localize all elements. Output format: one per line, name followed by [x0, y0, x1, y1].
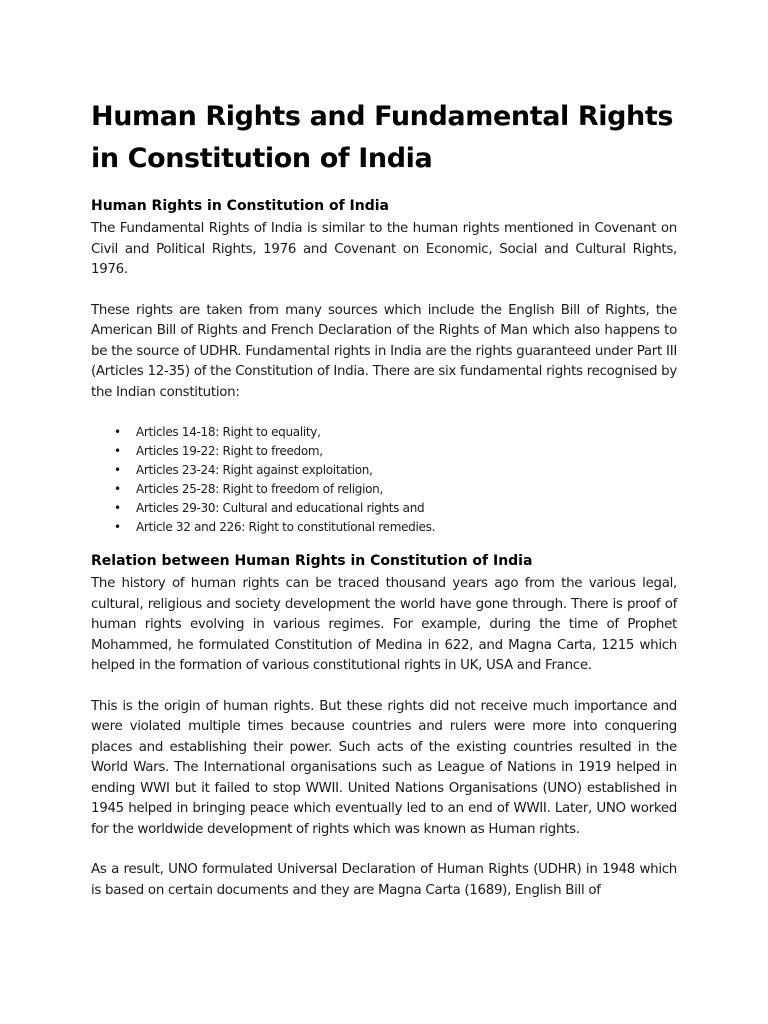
- list-item: • Articles 14-18: Right to equality,: [136, 423, 677, 442]
- fundamental-rights-list: [91, 423, 677, 537]
- list-item: • Articles 23-24: Right against exploitation,: [136, 461, 677, 480]
- document-page: [91, 96, 677, 921]
- paragraph: The history of human rights can be traced thousand years ago from the various legal, cultural, religious and society development the world have gone through. There is proof of human rights evolving in various regimes. For example, during the time of Prophet Mohammed, he formulated Constitution of Medina in 622, and Magna Carta, 1215 which helped in the formation of various constitutional rights in UK, USA and France.: [91, 576, 677, 673]
- section-heading-relation: Relation between Human Rights in Constitution of India: [91, 553, 533, 569]
- paragraph: This is the origin of human rights. But these rights did not receive much importance and were violated multiple times because countries and rulers were more into conquering places and establishing their power. Such acts of the existing countries resulted in the World Wars. The International organisations such as League of Nations in 1919 helped in ending WWI but it failed to stop WWII. United Nations Organisations (UNO) established in 1945 helped in bringing peace which eventually led to an end of WWII. Later, UNO worked for the worldwide development of rights which was known as Human rights.: [91, 698, 677, 837]
- list-item: • Articles 29-30: Cultural and educational rights and: [136, 499, 677, 518]
- list-item: • Article 32 and 226: Right to constitutional remedies.: [136, 518, 677, 537]
- document-title: Human Rights and Fundamental Rights in Constitution of India: [91, 101, 674, 174]
- paragraph: As a result, UNO formulated Universal Declaration of Human Rights (UDHR) in 1948 which is based on certain documents and they are Magna Carta (1689), English Bill of: [91, 862, 677, 898]
- list-item: • Articles 19-22: Right to freedom,: [136, 442, 677, 461]
- list-item: • Articles 25-28: Right to freedom of religion,: [136, 480, 677, 499]
- paragraph: These rights are taken from many sources which include the English Bill of Rights, the American Bill of Rights and French Declaration of the Rights of Man which also happens to be the source of UDHR. Fundamental rights in India are the rights guaranteed under Part III (Articles 12-35) of the Constitution of India. There are six fundamental rights recognised by the Indian constitution:: [91, 302, 677, 400]
- section-heading-human-rights: Human Rights in Constitution of India: [91, 198, 389, 214]
- paragraph: The Fundamental Rights of India is similar to the human rights mentioned in Covenant on Civil and Political Rights, 1976 and Covenant on Economic, Social and Cultural Rights, 1976.: [91, 221, 677, 277]
